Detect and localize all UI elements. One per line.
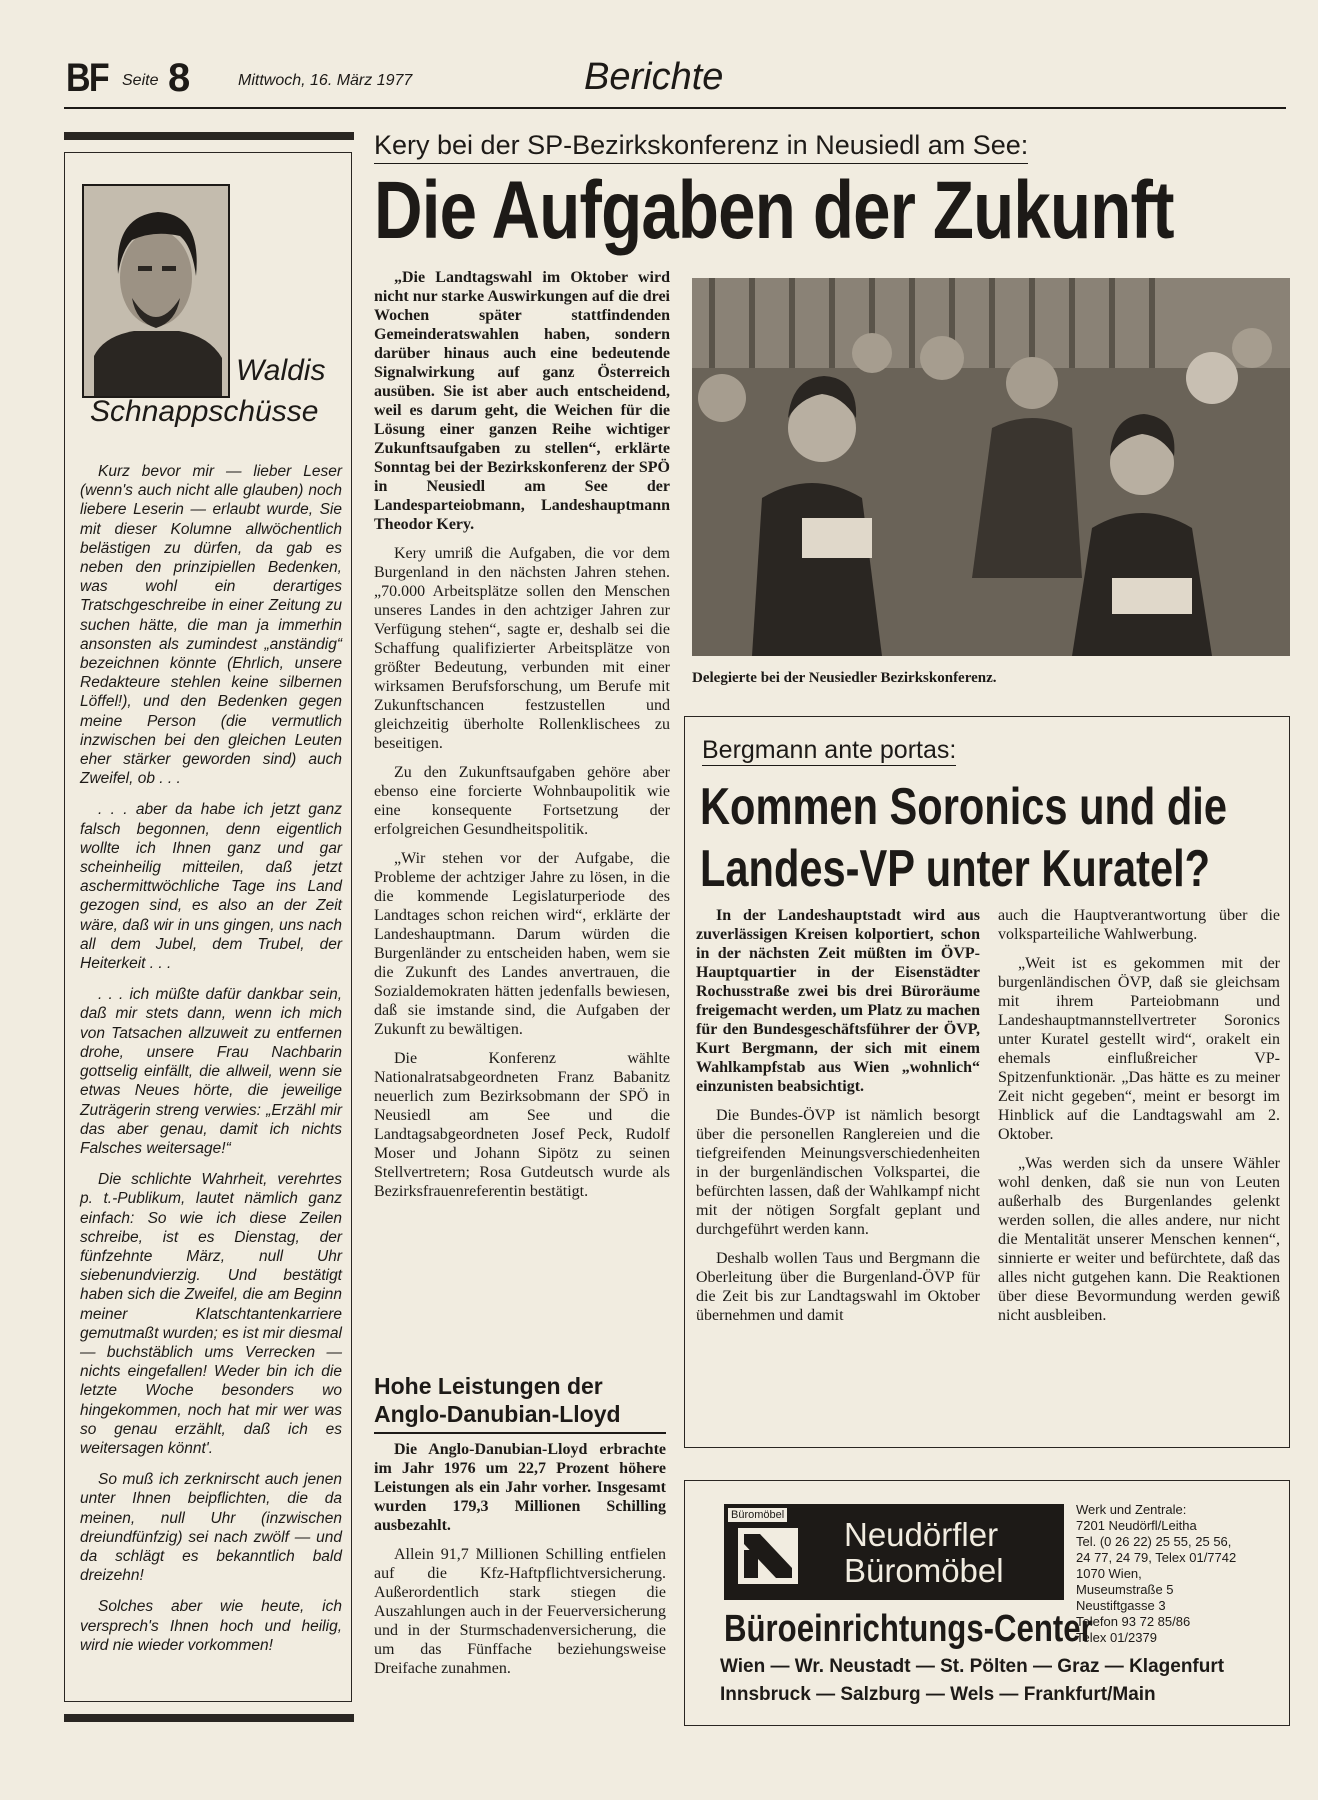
sub-headline-line1: Kommen Soronics und die [700,778,1227,836]
advertiser-n-icon [738,1528,798,1584]
column-title-line2: Schnappschüsse [90,395,319,428]
advertiser-name-line2: Büromöbel [844,1552,1004,1589]
sub-lead: In der Landeshauptstadt wird aus zuverlässigen Kreisen kolportiert, schon in der nächsten Zeit müßten im ÖVP-Hauptquartier in der Eisenstädter Rochusstraße zwei bis drei Büroräume freigemacht werden, um Platz zu machen für den Bundesgeschäftsführer der ÖVP, Kurt Bergmann, der sich mit einem Wahlkampfstab aus Wien „wohnlich“ einzunisten beabsichtigt. [696,907,980,1095]
lloyd-headline-line2: Anglo-Danubian-Lloyd [374,1401,621,1427]
column-paragraph: . . . aber da habe ich jetzt ganz falsch begonnen, denn eigentlich wollte ich Ihnen ganz und gar scheinheilig mitteilen, daß jetzt aschermittwöchliche Tage ins Land gezogen sind, es also an der Zeit wäre, daß wir in uns gingen, uns nach all dem Jubel, dem Trubel, der Heiterkeit . . . [80,801,342,973]
column-top-bar [64,132,354,140]
sub-paragraph: „Weit ist es gekommen mit der burgenländischen ÖVP, daß sie gleichsam mit ihrem Parteiobmann und Landeshauptmannstellvertreter Soronics unter Kuratel gestellt wird“, orakelt ein ehemals einflußreicher VP-Spitzenfunktionär. „Das hätte es zu meiner Zeit nicht gegeben“, meint er besorgt im Hinblick auf die Landtagswahl am 2. Oktober. [998,955,1280,1143]
address-line: 24 77, 24 79, Telex 01/7742 [1076,1550,1237,1565]
article-headline: Die Aufgaben der Zukunft [374,165,1174,256]
address-line: Telefon 93 72 85/86 [1076,1614,1191,1629]
column-paragraph: So muß ich zerknirscht auch jenen unter Ihnen beipflichten, die da meinen, null Uhr (inzwischen dreiundfünfzig) sei nach zwölf — und da schlägt es bekanntlich bald dreizehn! [80,1471,342,1585]
lloyd-text [374,1440,666,1688]
column-paragraph: Kurz bevor mir — lieber Leser (wenn's auch nicht alle glauben) noch liebere Leserin — erlaubt wurde, Sie mit dieser Kolumne allwöchentlich belästigen zu dürfen, da gab es neben den prinzipiellen Bedenken, was wohl ein derartiges Tratschgeschreibe in einer Zeitung zu suchen hätte, die man ja immerhin ansonsten als zumindest „anständig“ bezeichnen könnte (Ehrlich, unsere Redakteure stehlen keine silbernen Löffel!), und den Bedenken gegen meine Person (die vermutlich inzwischen bei den gleichen Leuten eher stärker geworden sind) auch Zweifel, ob . . . [80,463,342,788]
article-column [374,268,670,1211]
sub-kicker: Bergmann ante portas: [702,736,957,764]
article-paragraph: „Wir stehen vor der Aufgabe, die Probleme der achtziger Jahre zu lösen, in die die kommende Legislaturperiode des Landtages schon reichen wird“, erklärte der Landeshauptmann. Darum würden die Burgenländer zu entscheiden haben, wem sie die Zukunft des Landes anvertrauen, die Sozialdemokraten hätten jedenfalls bewiesen, daß sie imstande sind, die Aufgaben der Zukunft zu bewältigen. [374,850,670,1038]
sub-headline-line2: Landes-VP unter Kuratel? [700,840,1211,898]
lloyd-lead: Die Anglo-Danubian-Lloyd erbrachte im Jahr 1976 um 22,7 Prozent höhere Leistungen als ein Jahr vorher. Insgesamt wurden 179,3 Millionen Schilling ausbezahlt. [374,1441,666,1534]
column-paragraph: . . . ich müßte dafür dankbar sein, daß mir stets dann, wenn ich mich von Tatsachen allzuweit zu entfernen drohe, unsere Frau Nachbarin gottselig einfällt, die allweil, wenn sie etwas Neues hörte, die jeweilige Zuträgerin streng verwies: „Erzähl mir das aber genau, damit ich nichts Falsches weitersage!“ [80,986,342,1157]
article-paragraph: Die Konferenz wählte Nationalratsabgeordneten Franz Babanitz neuerlich zum Bezirksobmann der SPÖ in Neusiedl am See und die Landtagsabgeordneten Josef Peck, Rudolf Moser und Johann Sipötz zu seinen Stellvertretern; Rosa Gutdeutsch wurde als Bezirksfrauenreferentin bestätigt. [374,1050,670,1200]
masthead-logo: BF [66,56,108,100]
sub-paragraph: auch die Hauptverantwortung über die volksparteiliche Wahlwerbung. [998,907,1280,943]
advertiser-name-line1: Neudörfler [844,1516,999,1553]
sub-paragraph: Die Bundes-ÖVP ist nämlich besorgt über die personellen Ranglereien und die tiefgreifenden Meinungsverschiedenheiten in der burgenländischen Volkspartei, die befürchten lassen, daß der Wahlkampf nicht mit der nötigen Sorgfalt geplant und durchgeführt werden kann. [696,1107,980,1238]
columnist-portrait [82,184,230,398]
page-number: 8 [168,56,191,100]
article-lead: „Die Landtagswahl im Oktober wird nicht nur starke Auswirkungen auf die drei Wochen später stattfindenden Gemeinderatswahlen haben, sondern darüber hinaus auch eine bedeutende Signalwirkung auf ganz Österreich ausüben. Sie ist aber auch entscheidend, weil es darum geht, die Weichen für die Lösung einer ganzen Reihe wichtiger Zukunftsaufgaben zu stellen“, erklärte Sonntag bei der Bezirkskonferenz der SPÖ in Neusiedl am See der Landesparteiobmann, Landeshauptmann Theodor Kery. [374,269,670,533]
lloyd-headline-line1: Hohe Leistungen der [374,1373,603,1399]
page-label: Seite [122,72,159,89]
lloyd-headline [374,1372,621,1428]
address-line: 7201 Neudörfl/Leitha [1076,1518,1197,1533]
section-title: Berichte [584,56,724,98]
article-kicker: Kery bei der SP-Bezirkskonferenz in Neusiedl am See: [374,130,1028,164]
header-rule [64,107,1286,109]
column-paragraph: Die schlichte Wahrheit, verehrtes p. t.-Publikum, lautet nämlich ganz einfach: So wie ich diese Zeilen schreibe, ist es Dienstag, der fünfzehnte März, null Uhr siebenundvierzig. Und bestätigt haben sich die Zweifel, die am Beginn meiner Klatschtantenkarriere gemutmaßt wurden; es ist mir diesmal — buchstäblich ums Verrecken — nichts eingefallen! Weder bin ich die letzte Woche besonders wo hingekommen, noch hat mir wer was so genau erzählt, daß ich es weitersagen könnt'. [80,1171,342,1457]
article-paragraph: Kery umriß die Aufgaben, die vor dem Burgenland in den nächsten Jahren stehen. „70.000 Arbeitsplätze sollen den Menschen unseres Landes in den achtziger Jahren zur Verfügung stehen“, sagte er, deshalb sei die Schaffung qualifizierter Arbeitsplätze von größter Bedeutung, verbunden mit einer wirksamen Berufsforschung, um Berufe mit Zukunftschancen festzustellen und gleichzeitig überholte Rollenklischees zu beseitigen. [374,545,670,752]
advertiser-logo-small: Büromöbel [728,1508,787,1522]
column-title-line1: Waldis [236,354,326,387]
article-paragraph: Zu den Zukunftsaufgaben gehöre aber ebenso eine forcierte Wohnbaupolitik wie eine konsequente Fortsetzung der erfolgreichen Gesundheitspolitik. [374,764,670,838]
column-bottom-bar [64,1714,354,1722]
address-line: Museumstraße 5 [1076,1582,1174,1597]
column-paragraph: Solches aber wie heute, ich versprech's Ihnen hoch und heilig, wird nie wieder vorkommen! [80,1598,342,1654]
advertiser-cities-line2: Innsbruck — Salzburg — Wels — Frankfurt/Main [720,1684,1156,1705]
address-line: Tel. (0 26 22) 25 55, 25 56, [1076,1534,1232,1549]
address-line: 1070 Wien, [1076,1566,1142,1581]
advertiser-tagline: Büroeinrichtungs-Center [724,1608,1093,1650]
lloyd-rule [374,1432,666,1434]
address-line: Neustiftgasse 3 [1076,1598,1166,1613]
lloyd-paragraph: Allein 91,7 Millionen Schilling entfielen auf die Kfz-Haftpflichtversicherung. Außerordentlich stark stiegen die Auszahlungen auch in der Feuerversicherung und in der Sturmschadenversicherung, die um das Fünffache beziehungsweise Dreifache zunahmen. [374,1546,666,1677]
column-text [80,462,342,1667]
conference-photo [692,278,1290,656]
sub-paragraph: Deshalb wollen Taus und Bergmann die Oberleitung über die Burgenland-ÖVP für die Zeit bis zur Landtagswahl im Oktober übernehmen und damit [696,1250,980,1324]
sub-column-1 [696,906,980,1335]
sub-paragraph: „Was werden sich da unsere Wähler wohl denken, daß sie nun von Leuten außerhalb des Burgenlandes gelenkt werden sollen, die alles andere, nur nicht die Mentalität unserer Menschen kennen“, sinnierte er weiter und befürchtete, daß das alles nicht gutgehen kann. Die Reaktionen über diese Bevormundung werden gewiß nicht ausbleiben. [998,1155,1280,1324]
address-line: Telex 01/2379 [1076,1630,1157,1645]
sub-headline [700,776,1227,900]
issue-date: Mittwoch, 16. März 1977 [238,72,413,89]
sub-column-2 [998,906,1280,1335]
photo-caption: Delegierte bei der Neusiedler Bezirkskonferenz. [692,670,997,686]
address-line: Werk und Zentrale: [1076,1502,1187,1517]
advertiser-address [1076,1502,1236,1646]
advertiser-cities-line1: Wien — Wr. Neustadt — St. Pölten — Graz — Klagenfurt [720,1656,1225,1677]
